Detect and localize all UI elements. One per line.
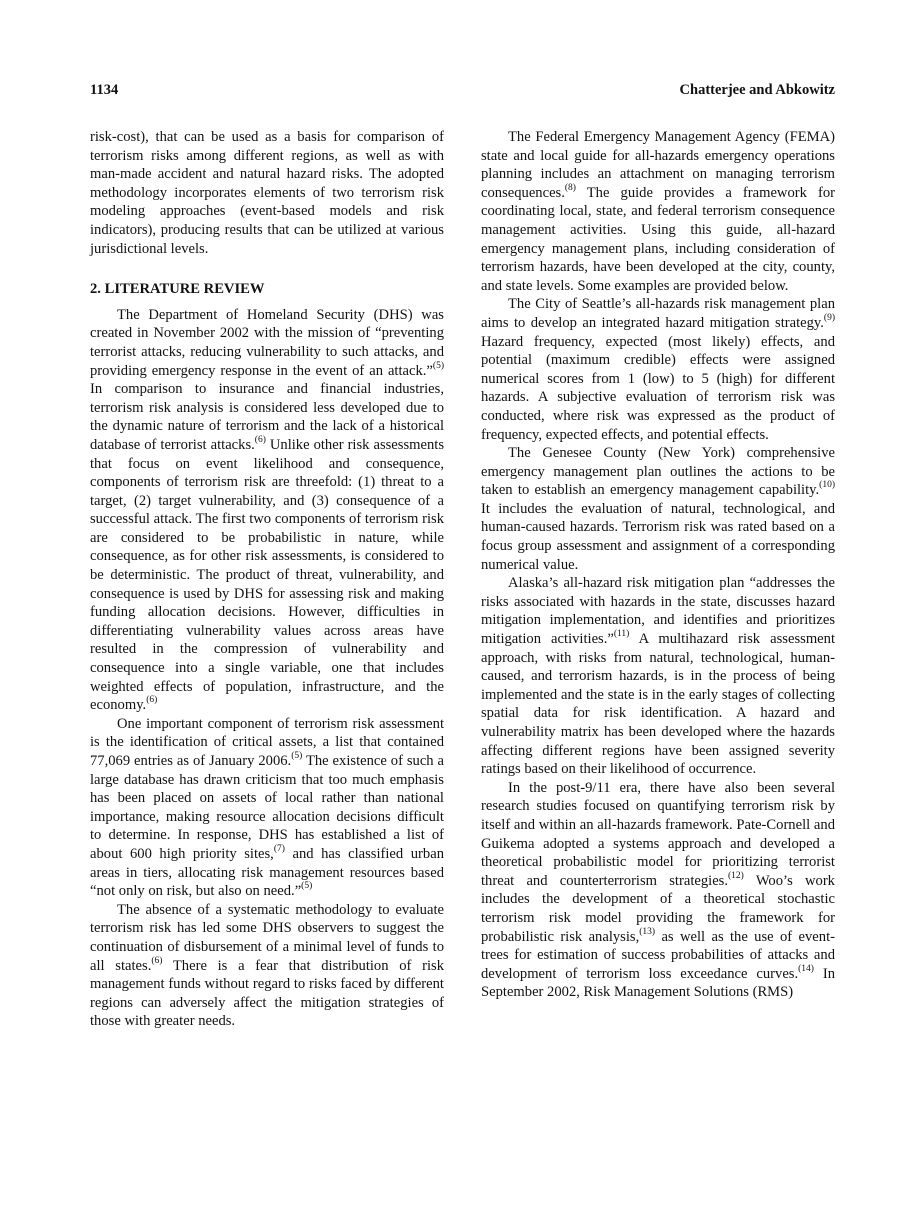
citation-ref: (6): [151, 955, 163, 966]
text-run: The City of Seattle’s all-hazards risk management plan aims to develop an integrated hazard mitigation strategy.: [481, 296, 835, 331]
text-run: The Department of Homeland Security (DHS) was created in November 2002 with the mission of “preventing terrorist attacks, reducing vulnerability to such attacks, and providing emergency response in the event of an attack.”: [90, 306, 444, 379]
citation-ref: (5): [432, 360, 444, 371]
section-heading: 2. LITERATURE REVIEW: [90, 281, 265, 298]
text-run: as well as the use of event-trees for estimation of success probabilities of attacks and development of terrorism loss exceedance curves.: [481, 928, 835, 982]
running-head-authors: Chatterjee and Abkowitz: [679, 82, 835, 98]
text-run: Unlike other risk assessments that focus on event likelihood and consequence, components of terrorism risk are threefold: (1) threat to a target, (2) target vulnerability, and (3) consequence of a successful attack. The first two components of terrorism risk are considered to be probabilistic in nature, while consequence, as for other risk assessments, is considered to be deterministic. The product of threat, vulnerability, and consequence is used by DHS for assessing risk and making funding allocation decisions. However, difficulties in differentiating vulnerability values across areas have resulted in the compression of vulnerability and consequence into a single variable, one that includes weighted effects of population, infrastructure, and the economy.: [90, 436, 445, 714]
citation-ref: (6): [146, 695, 158, 706]
text-run: A multihazard risk assessment approach, with risks from natural, technological, human-caused, and terrorism hazards, is in the process of being implemented and the state is in the early stages of collecting spatial data for risk identification. A hazard and vulnerability matrix has been developed where the hazards affecting different regions have been assigned severity ratings based on their likelihood of occurrence.: [481, 631, 835, 778]
citation-ref: (7): [273, 844, 285, 855]
paragraph-genesee: [481, 444, 835, 574]
paragraph-seattle: [481, 295, 835, 444]
citation-ref: (14): [798, 963, 814, 974]
citation-ref: (5): [291, 751, 303, 762]
paragraph-dhs: [90, 306, 444, 715]
citation-ref: (9): [823, 313, 835, 324]
paragraph-post-911: [481, 779, 835, 1002]
citation-ref: (12): [728, 870, 744, 881]
right-column: [481, 128, 835, 1002]
citation-ref: (6): [254, 435, 266, 446]
text-run: The Genesee County (New York) comprehensive emergency management plan outlines the actions to be taken to establish an emergency management capability.: [481, 445, 835, 499]
text-run: Alaska’s all-hazard risk mitigation plan “addresses the risks associated with hazards in the state, discusses hazard mitigation implementation, and identifies and prioritizes mitigation activities.”: [481, 575, 835, 648]
paragraph-alaska: [481, 574, 835, 779]
paragraph-critical-assets: [90, 715, 444, 901]
citation-ref: (5): [301, 881, 313, 892]
text-run: The guide provides a framework for coordinating local, state, and federal terrorism consequence management activities. Using this guide, all-hazard emergency management plans, including consideration of terrorism hazards, have been developed at the city, county, and state levels. Some examples are provided below.: [481, 184, 835, 294]
page-number: 1134: [90, 82, 119, 98]
running-header: [90, 82, 835, 102]
text-run: In September 2002, Risk Management Solutions (RMS): [481, 965, 835, 1001]
text-run: The Federal Emergency Management Agency (FEMA) state and local guide for all-hazards emergency operations planning includes an attachment on managing terrorism consequences.: [481, 129, 835, 201]
text-run: Woo’s work includes the development of a theoretical stochastic terrorism risk model providing the framework for probabilistic risk analysis,: [481, 872, 835, 945]
citation-ref: (8): [564, 182, 576, 193]
text-run: In the post-9/11 era, there have also been several research studies focused on quantifying terrorism risk by itself and within an all-hazards framework. Pate-Cornell and Guikema adopted a systems approach and developed a theoretical probabilistic model for prioritizing terrorist threat and counterterrorism strategies.: [481, 779, 835, 889]
paragraph-methodology-absence: [90, 901, 444, 1031]
text-run: and has classified urban areas in tiers, allocating risk management resources based “not only on risk, but also on need.”: [90, 845, 444, 900]
text-run: It includes the evaluation of natural, technological, and human-caused hazards. Terrorism risk was rated based on a focus group assessment and assignment of a corresponding numerical value.: [481, 500, 835, 573]
text-run: The absence of a systematic methodology to evaluate terrorism risk has led some DHS observers to suggest the continuation of disbursement of a minimal level of funds to all states.: [90, 901, 444, 974]
text-run: In comparison to insurance and financial industries, terrorism risk analysis is considered less developed due to the dynamic nature of terrorism and the lack of a historical database of terrorist attacks.: [90, 381, 444, 453]
left-column: [90, 128, 444, 1031]
paragraph-fema: [481, 128, 835, 295]
text-run: There is a fear that distribution of risk management funds without regard to risks faced by different regions can adversely affect the mitigation strategies of those with greater needs.: [90, 957, 444, 1030]
citation-ref: (13): [639, 926, 656, 937]
text-run: One important component of terrorism risk assessment is the identification of critical assets, a list that contained 77,069 entries as of January 2006.: [90, 715, 444, 769]
citation-ref: (10): [819, 480, 835, 491]
text-run: The existence of such a large database has drawn criticism that too much emphasis has been placed on assets of local rather than national importance, making resource allocation decisions difficult to determine. In response, DHS has established a list of about 600 high priority sites,: [90, 753, 445, 862]
paragraph-intro-continuation: risk-cost), that can be used as a basis for comparison of terrorism risks among different regions, as well as with man-made accident and natural hazard risks. The adopted methodology incorporates elements of two terrorism risk modeling approaches (event-based models and risk indicators), producing results that can be utilized at various jurisdictional levels.: [90, 129, 444, 257]
text-run: Hazard frequency, expected (most likely) effects, and potential (maximum credible) effects were assigned numerical scores from 1 (low) to 5 (high) for different hazards. A subjective evaluation of terrorism risk was conducted, where risk was expressed as the product of frequency, expected effects, and potential effects.: [481, 333, 835, 443]
citation-ref: (11): [613, 629, 630, 640]
